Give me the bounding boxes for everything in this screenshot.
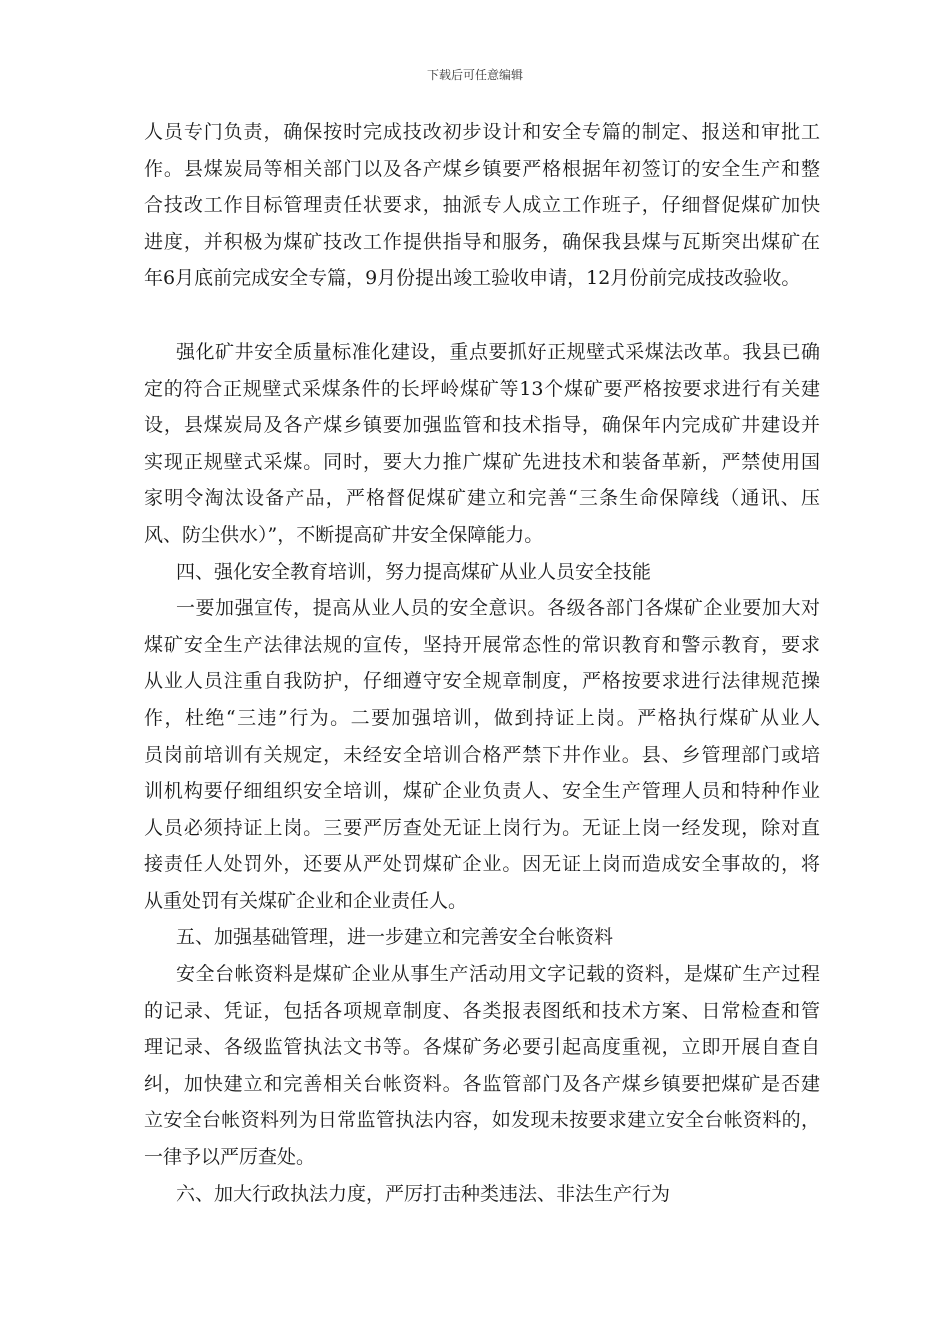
text-line: 的记录、凭证，包括各项规章制度、各类报表图纸和技术方案、日常检查和管 [144,999,820,1022]
text-line: 一要加强宣传，提高从业人员的安全意识。各级各部门各煤矿企业要加大对 [176,597,820,620]
document-body [144,114,820,1212]
section-heading-6: 六、加大行政执法力度，严厉打击种类违法、非法生产行为 [176,1182,671,1205]
text-line: 人员必须持证上岗。三要严厉查处无证上岗行为。无证上岗一经发现，除对直 [144,816,820,839]
text-line: 接责任人处罚外，还要从严处罚煤矿企业。因无证上岗而造成安全事故的，将 [144,853,820,876]
text-line: 风、防尘供水）”，不断提高矿井安全保障能力。 [144,523,544,546]
text-line: 一律予以严厉查处。 [144,1146,316,1169]
section-heading-5: 五、加强基础管理，进一步建立和完善安全台帐资料 [176,926,614,949]
page-header-note: 下载后可任意编辑 [426,68,523,82]
text-line: 纠，加快建立和完善相关台帐资料。各监管部门及各产煤乡镇要把煤矿是否建 [144,1072,820,1095]
text-line: 员岗前培训有关规定，未经安全培训合格严禁下井作业。县、乡管理部门或培 [144,743,820,766]
text-line: 立安全台帐资料列为日常监管执法内容，如发现未按要求建立安全台帐资料的， [144,1109,820,1132]
text-line: 作，杜绝“三违”行为。二要加强培训，做到持证上岗。严格执行煤矿从业人 [144,706,820,729]
paragraph-safety-training [144,590,820,919]
text-line: 年6月底前完成安全专篇，9月份提出竣工验收申请，12月份前完成技改验收。 [144,267,801,290]
paragraph-tech-upgrade [144,114,820,297]
text-line: 煤矿安全生产法律法规的宣传，坚持开展常态性的常识教育和警示教育，要求 [144,633,820,656]
text-line: 强化矿井安全质量标准化建设，重点要抓好正规壁式采煤法改革。我县已确 [176,340,820,363]
text-line: 定的符合正规壁式采煤条件的长坪岭煤矿等13个煤矿要严格按要求进行有关建 [144,377,820,400]
text-line: 理记录、各级监管执法文书等。各煤矿务必要引起高度重视，立即开展自查自 [144,1036,820,1059]
text-line: 进度，并积极为煤矿技改工作提供指导和服务，确保我县煤与瓦斯突出煤矿在 [144,230,820,253]
text-line: 合技改工作目标管理责任状要求，抽派专人成立工作班子，仔细督促煤矿加快 [144,194,820,217]
text-line: 训机构要仔细组织安全培训，煤矿企业负责人、安全生产管理人员和特种作业 [144,780,820,803]
text-line: 设，县煤炭局及各产煤乡镇要加强监管和技术指导，确保年内完成矿井建设并 [144,414,820,437]
paragraph-gap [144,297,820,334]
text-line: 安全台帐资料是煤矿企业从事生产活动用文字记载的资料，是煤矿生产过程 [176,963,820,986]
text-line: 从重处罚有关煤矿企业和企业责任人。 [144,889,468,912]
text-line: 从业人员注重自我防护，仔细遵守安全规章制度，严格按要求进行法律规范操 [144,670,820,693]
text-line: 家明令淘汰设备产品，严格督促煤矿建立和完善“三条生命保障线（通讯、压 [144,487,820,510]
paragraph-safety-records [144,956,820,1176]
text-line: 人员专门负责，确保按时完成技改初步设计和安全专篇的制定、报送和审批工 [144,121,820,143]
paragraph-standardization [144,334,820,554]
section-heading-4: 四、强化安全教育培训，努力提高煤矿从业人员安全技能 [176,560,652,583]
text-line: 作。县煤炭局等相关部门以及各产煤乡镇要严格根据年初签订的安全生产和整 [144,157,820,180]
text-line: 实现正规壁式采煤。同时，要大力推广煤矿先进技术和装备革新，严禁使用国 [144,450,820,473]
